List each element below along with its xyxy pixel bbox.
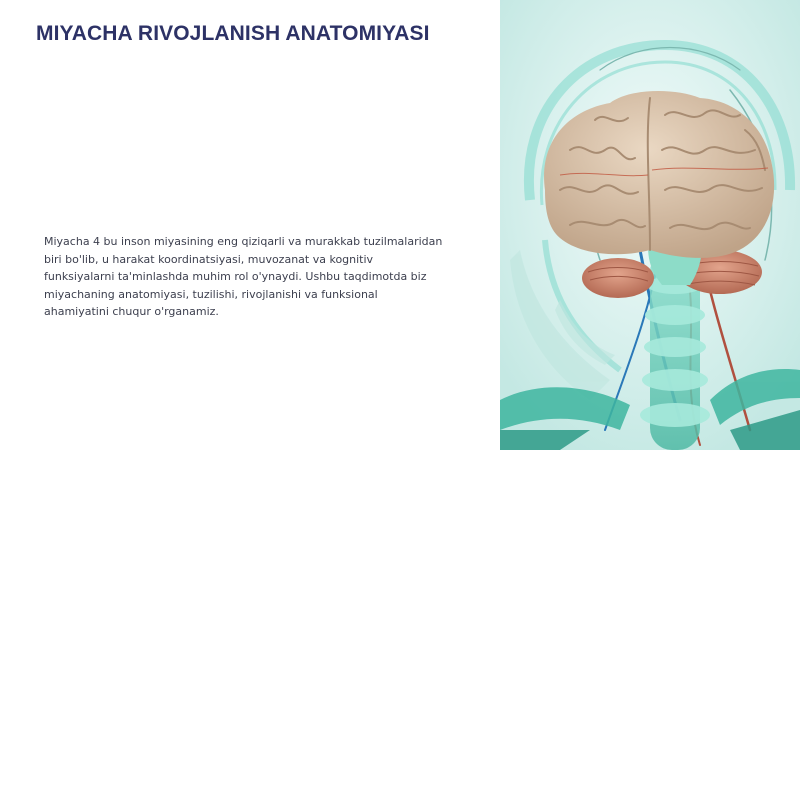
slide-body-text: Miyacha 4 bu inson miyasining eng qiziqarli va murakkab tuzilmalaridan biri bo'lib, u harakat koordinatsiyasi, muvozanat va kognitiv funksiyalarni ta'minlashda muhim rol o'ynaydi. Ushbu taqdimotda biz miyachaning anatomiyasi, tuzilishi, rivojlanishi va funksional ahamiyatini chuqur o'rganamiz.: [44, 235, 443, 318]
slide-title: MIYACHA RIVOJLANISH ANATOMIYASI: [36, 22, 430, 45]
cerebrum: [544, 91, 774, 258]
brain-illustration: [500, 0, 800, 450]
